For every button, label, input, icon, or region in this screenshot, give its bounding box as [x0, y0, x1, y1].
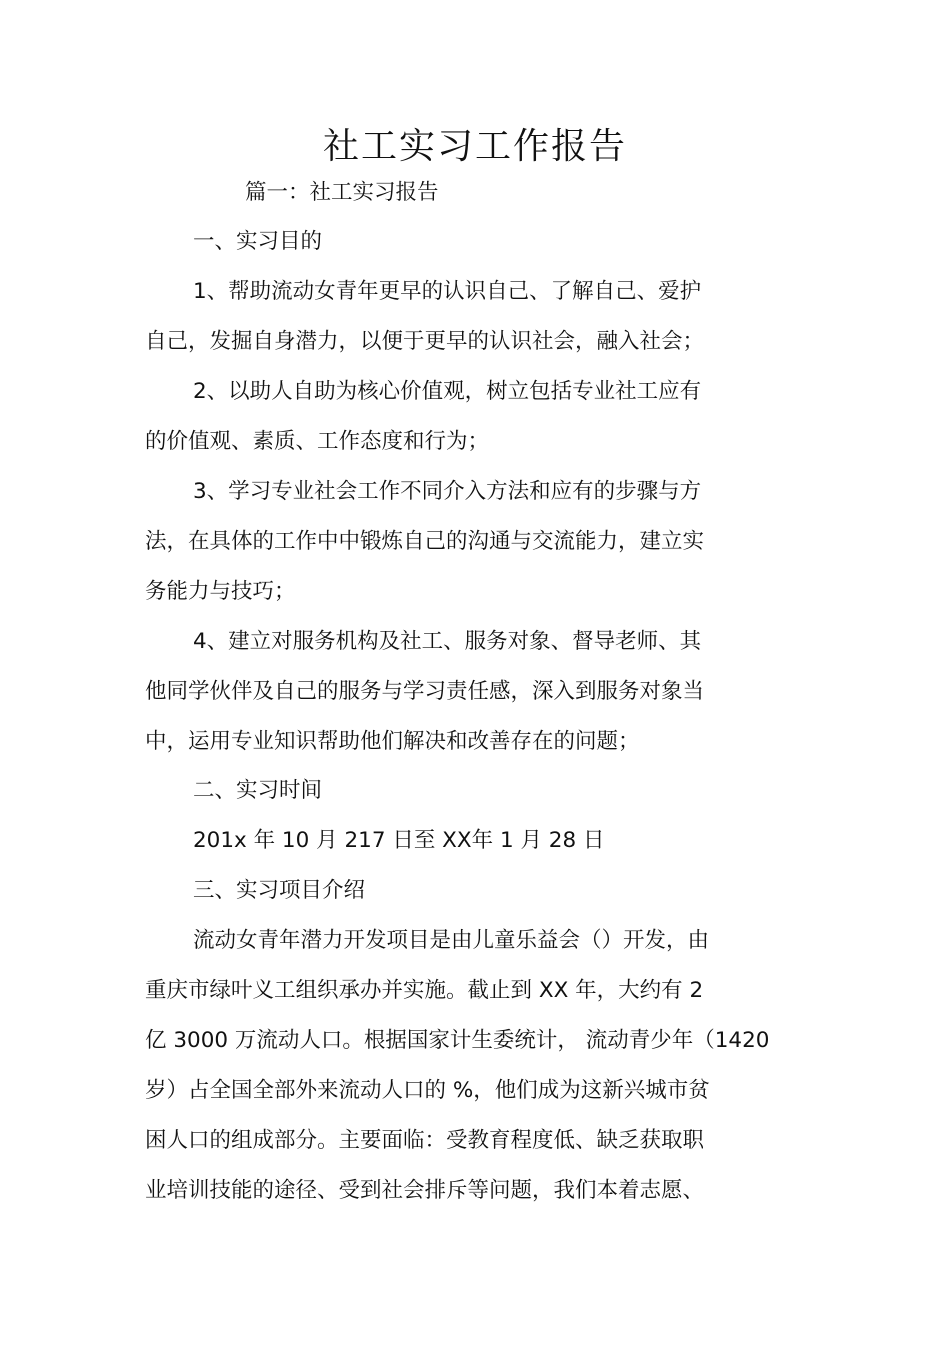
section-heading: 篇一：社工实习报告 — [245, 180, 439, 205]
paragraph-line: 201x 年 10 月 217 日至 XX年 1 月 28 日 — [193, 828, 605, 853]
document-title: 社工实习工作报告 — [322, 126, 627, 167]
paragraph-line: 亿 3000 万流动人口。根据国家计生委统计， 流动青少年（1420 — [145, 1028, 770, 1053]
paragraph-line: 3、学习专业社会工作不同介入方法和应有的步骤与方 — [193, 479, 702, 504]
paragraph-line: 的价值观、素质、工作态度和行为； — [145, 429, 490, 454]
paragraph-line: 自己，发掘自身潜力，以便于更早的认识社会，融入社会； — [145, 329, 705, 354]
paragraph-line: 1、帮助流动女青年更早的认识自己、了解自己、爱护 — [193, 279, 702, 304]
paragraph-line: 重庆市绿叶义工组织承办并实施。截止到 XX 年，大约有 2 — [145, 978, 704, 1003]
paragraph-line: 岁）占全国全部外来流动人口的 %，他们成为这新兴城市贫 — [145, 1078, 710, 1103]
paragraph-line: 流动女青年潜力开发项目是由儿童乐益会（）开发，由 — [193, 928, 710, 953]
paragraph-line: 中，运用专业知识帮助他们解决和改善存在的问题； — [145, 729, 640, 754]
section-heading: 三、实习项目介绍 — [193, 878, 366, 903]
paragraph-line: 业培训技能的途径、受到社会排斥等问题，我们本着志愿、 — [145, 1178, 705, 1203]
paragraph-line: 2、以助人自助为核心价值观，树立包括专业社工应有 — [193, 379, 702, 404]
paragraph-line: 法，在具体的工作中中锻炼自己的沟通与交流能力，建立实 — [145, 529, 705, 554]
section-heading: 二、实习时间 — [193, 778, 323, 803]
paragraph-line: 困人口的组成部分。主要面临：受教育程度低、缺乏获取职 — [145, 1128, 705, 1153]
section-heading: 一、实习目的 — [193, 229, 323, 254]
paragraph-line: 务能力与技巧； — [145, 579, 296, 604]
paragraph-line: 4、建立对服务机构及社工、服务对象、督导老师、其 — [193, 629, 702, 654]
paragraph-line: 他同学伙伴及自己的服务与学习责任感，深入到服务对象当 — [145, 679, 705, 704]
